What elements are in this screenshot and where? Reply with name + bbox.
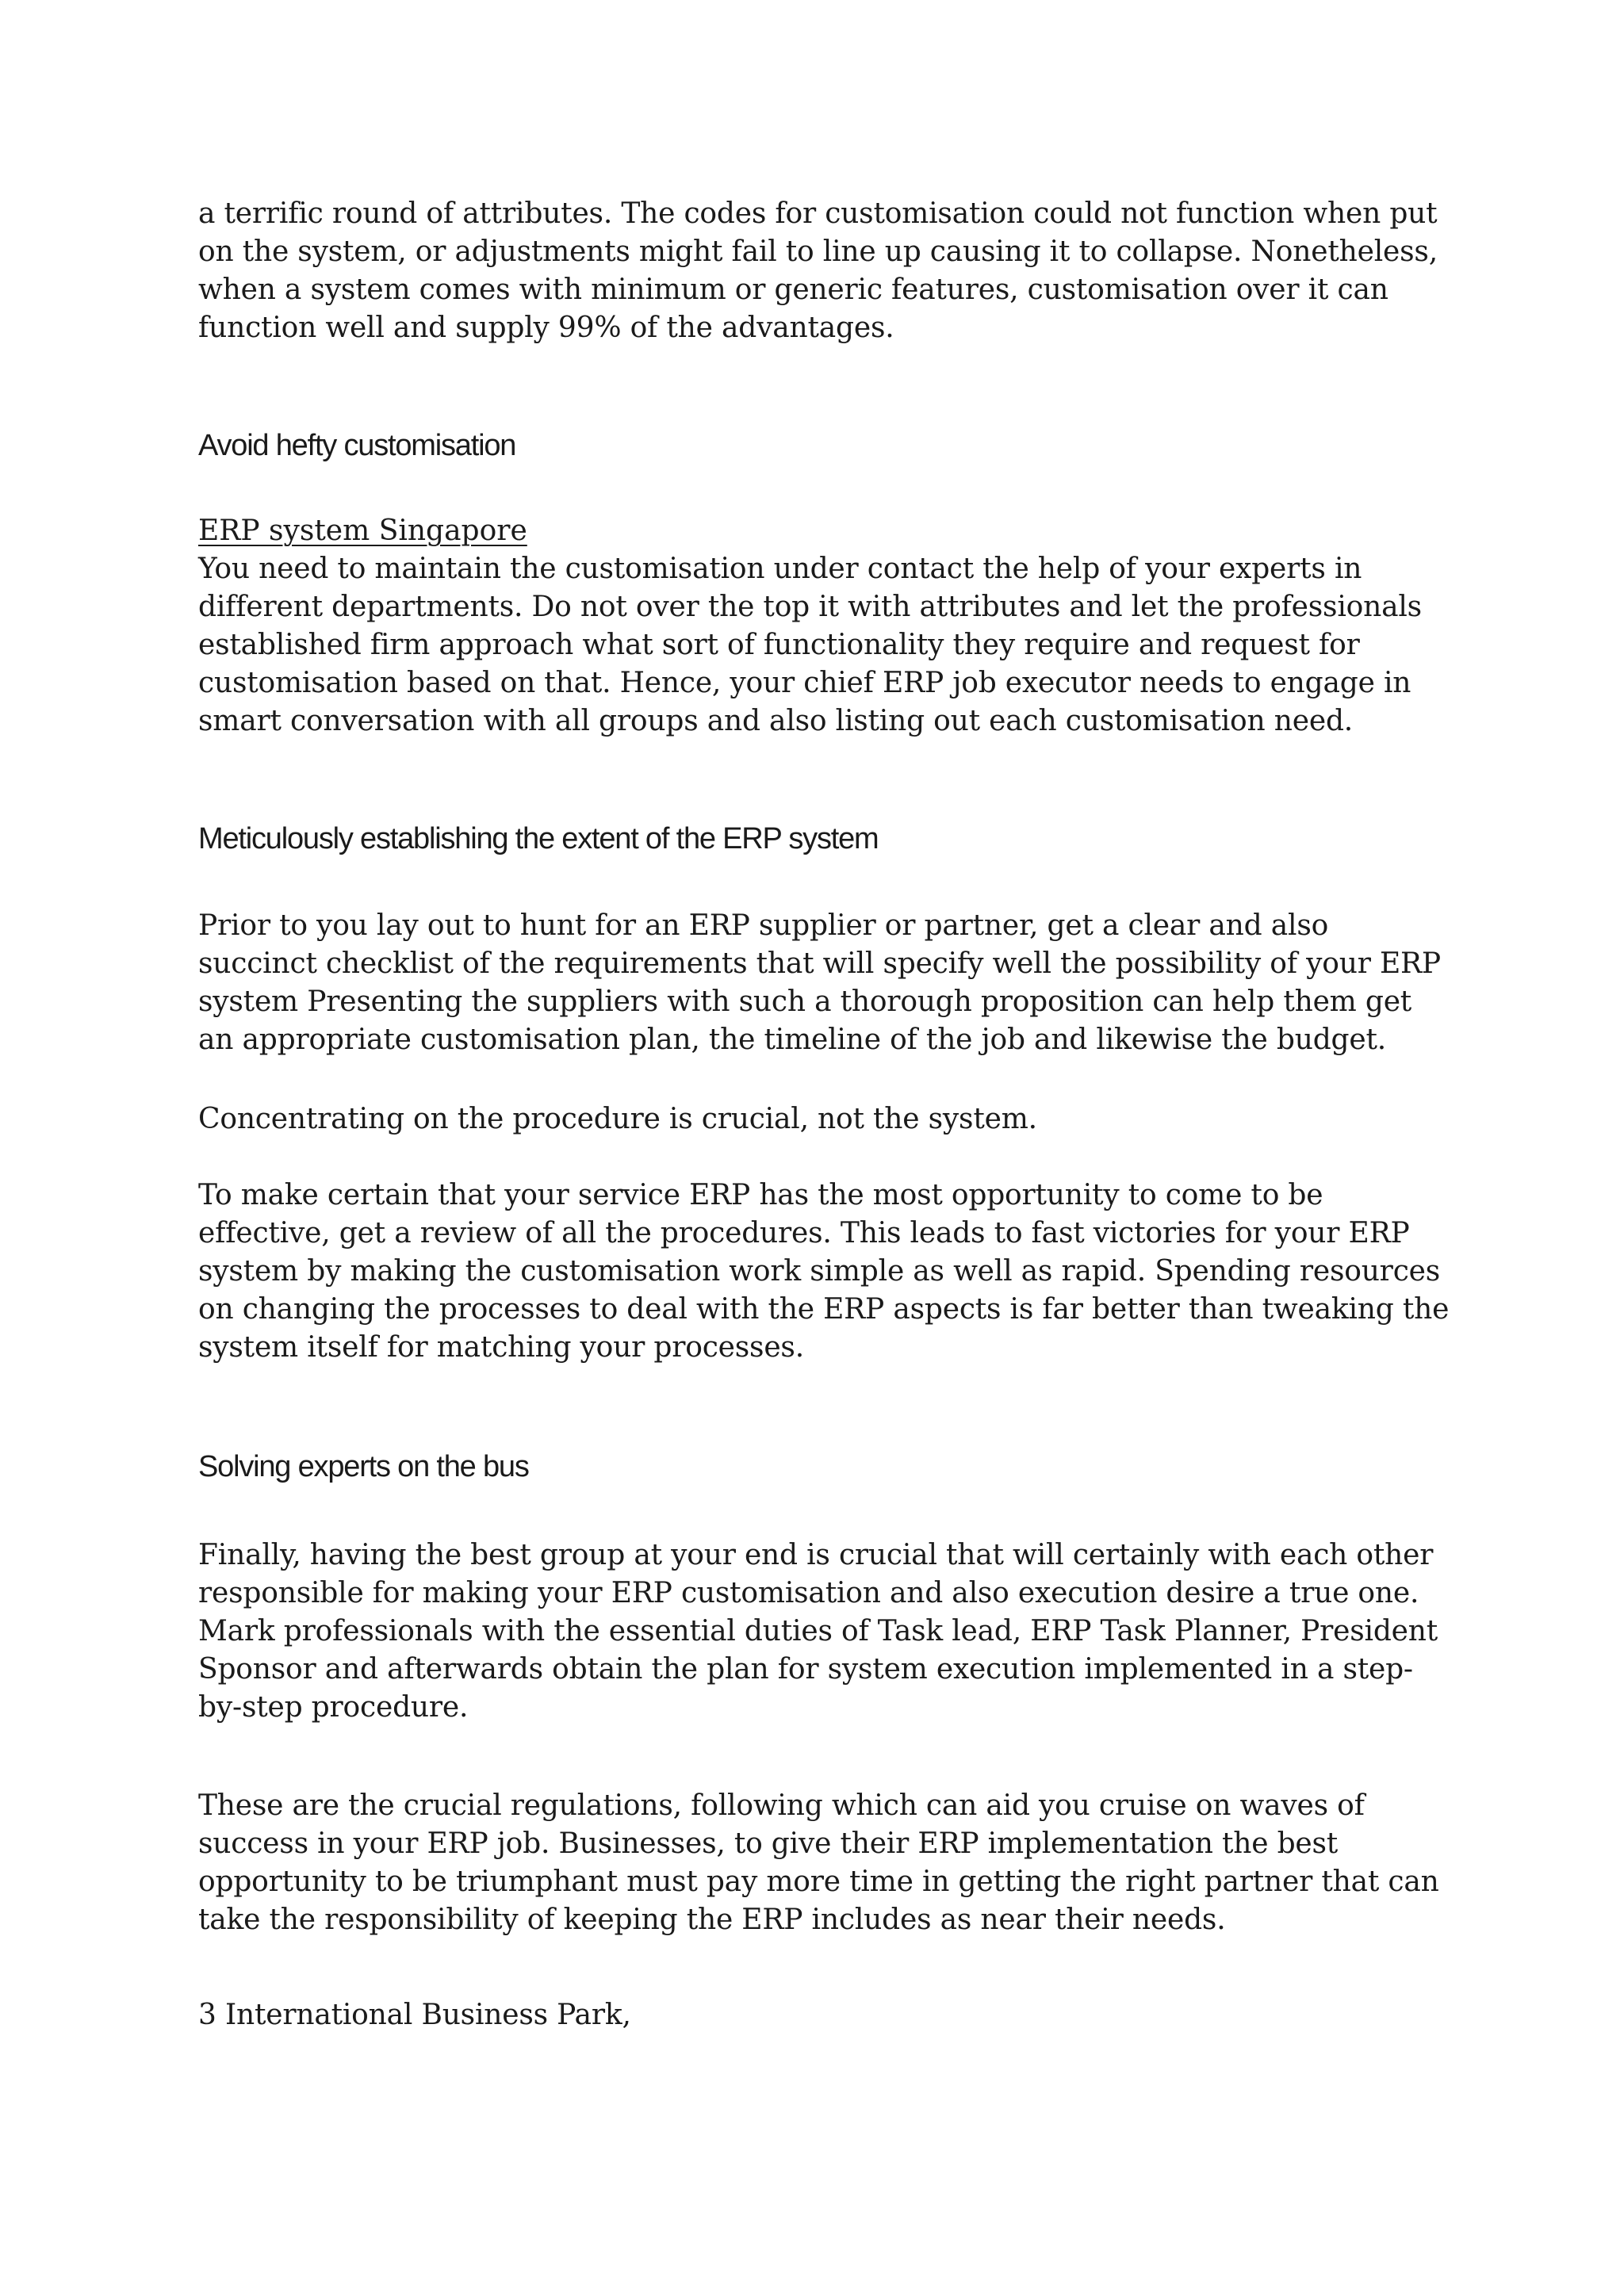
section2-paragraph-2: Concentrating on the procedure is crucial, not the system. <box>198 1103 1037 1135</box>
erp-system-singapore-link[interactable]: ERP system Singapore <box>198 515 527 547</box>
section-heading-avoid-customisation: Avoid hefty customisation <box>198 429 516 462</box>
section2-paragraph-3: To make certain that your service ERP has the most opportunity to come to be effective, get a review of all the procedures. This leads to fast victories for your ERP system by making the customisation work simple as well as rapid. Spending resources on changing the processes to deal with the ERP aspects is far better than tweaking the system itself for matching your processes. <box>198 1179 1450 1364</box>
section-heading-scope: Meticulously establishing the extent of the ERP system <box>198 822 879 855</box>
section3-paragraph-1: Finally, having the best group at your end is crucial that will certainly with each other responsible for making your ERP customisation and also execution desire a true one. Mark professionals with the essential duties of Task lead, ERP Task Planner, President Sponsor and afterwards obtain the plan for system execution implemented in a step-by-step procedure. <box>198 1539 1438 1724</box>
section3-paragraph-2: These are the crucial regulations, following which can aid you cruise on waves of success in your ERP job. Businesses, to give their ERP implementation the best opportunity to be triumphant must pay more time in getting the right partner that can take the responsibility of keeping the ERP includes as near their needs. <box>198 1789 1439 1936</box>
section-heading-experts: Solving experts on the bus <box>198 1450 529 1483</box>
address-line: 3 International Business Park, <box>198 1999 631 2031</box>
link-line <box>198 512 1451 555</box>
section1-paragraph: You need to maintain the customisation under contact the help of your experts in different departments. Do not over the top it with attributes and let the professionals established firm approach what sort of functionality they require and request for customisation based on that. Hence, your chief ERP job executor needs to engage in smart conversation with all groups and also listing out each customisation need. <box>198 553 1422 737</box>
section2-paragraph-1: Prior to you lay out to hunt for an ERP supplier or partner, get a clear and also succinct checklist of the requirements that will specify well the possibility of your ERP system Presenting the suppliers with such a thorough proposition can help them get an appropriate customisation plan, the timeline of the job and likewise the budget. <box>198 909 1441 1056</box>
intro-paragraph: a terrific round of attributes. The codes for customisation could not function when put on the system, or adjustments might fail to line up causing it to collapse. Nonetheless, when a system comes with minimum or generic features, customisation over it can function well and supply 99% of the advantages. <box>198 197 1438 344</box>
